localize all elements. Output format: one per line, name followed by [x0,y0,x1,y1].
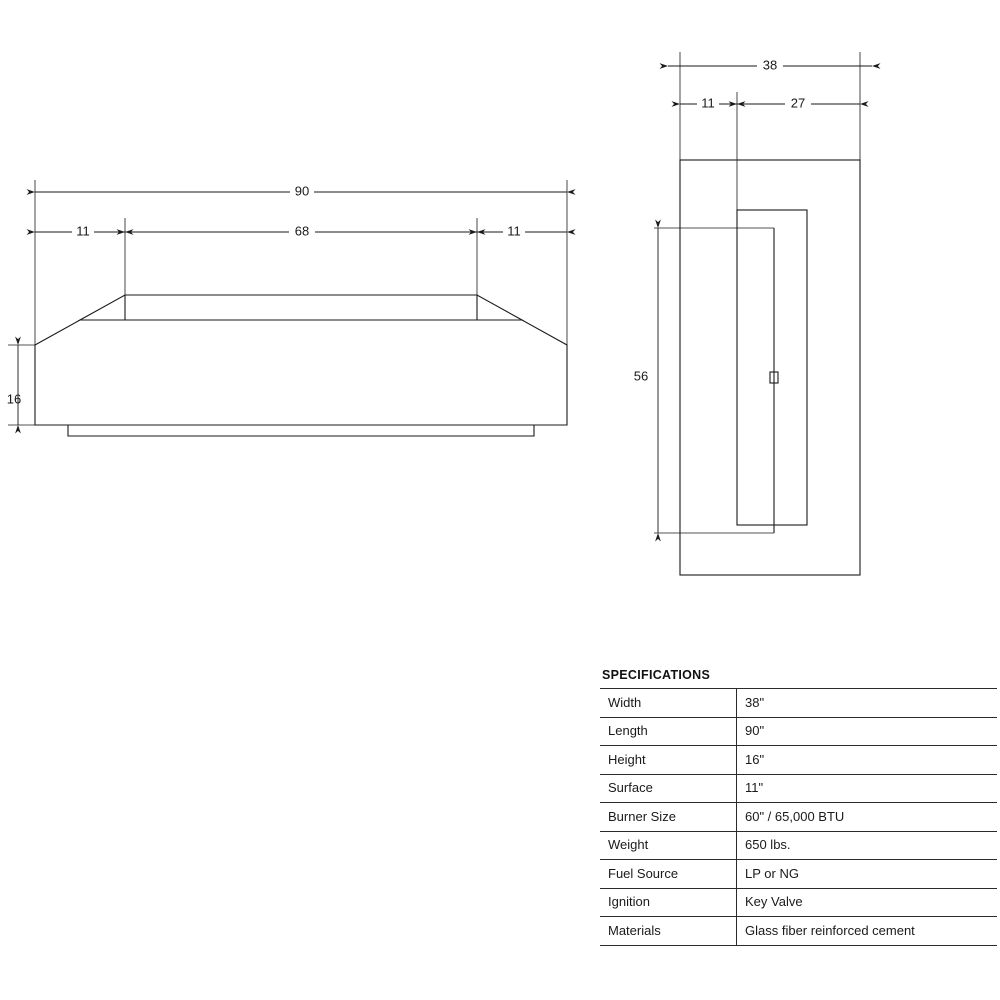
dim-opening-width: 27 [790,95,806,111]
dim-overall-height: 16 [6,391,22,407]
spec-label: Length [600,717,737,746]
spec-value: 16" [737,746,998,775]
specifications-table [600,688,997,946]
specifications-panel [600,668,980,946]
table-row [600,717,997,746]
front-elevation-geometry [35,295,567,436]
spec-label: Ignition [600,888,737,917]
spec-value: 60" / 65,000 BTU [737,803,998,832]
dim-overall-length: 90 [294,183,310,199]
spec-value: 38" [737,689,998,718]
spec-value: 650 lbs. [737,831,998,860]
table-row [600,860,997,889]
table-row [600,803,997,832]
table-row [600,888,997,917]
dim-left-surface: 11 [76,223,90,239]
spec-value: Key Valve [737,888,998,917]
top-plan-geometry [680,160,860,575]
spec-value: 90" [737,717,998,746]
specifications-title: SPECIFICATIONS [602,668,711,682]
spec-label: Weight [600,831,737,860]
table-row [600,917,997,946]
table-row [600,774,997,803]
table-row [600,831,997,860]
dim-burner-length: 56 [633,368,649,384]
spec-label: Burner Size [600,803,737,832]
spec-label: Width [600,689,737,718]
spec-value: Glass fiber reinforced cement [737,917,998,946]
dim-right-surface: 11 [507,223,521,239]
spec-label: Fuel Source [600,860,737,889]
table-row [600,746,997,775]
spec-value: 11" [737,774,998,803]
dim-overall-width: 38 [762,57,778,73]
spec-label: Height [600,746,737,775]
spec-label: Surface [600,774,737,803]
spec-value: LP or NG [737,860,998,889]
spec-label: Materials [600,917,737,946]
dim-edge-surface: 11 [701,95,715,111]
table-row [600,689,997,718]
dim-opening-length: 68 [294,223,310,239]
